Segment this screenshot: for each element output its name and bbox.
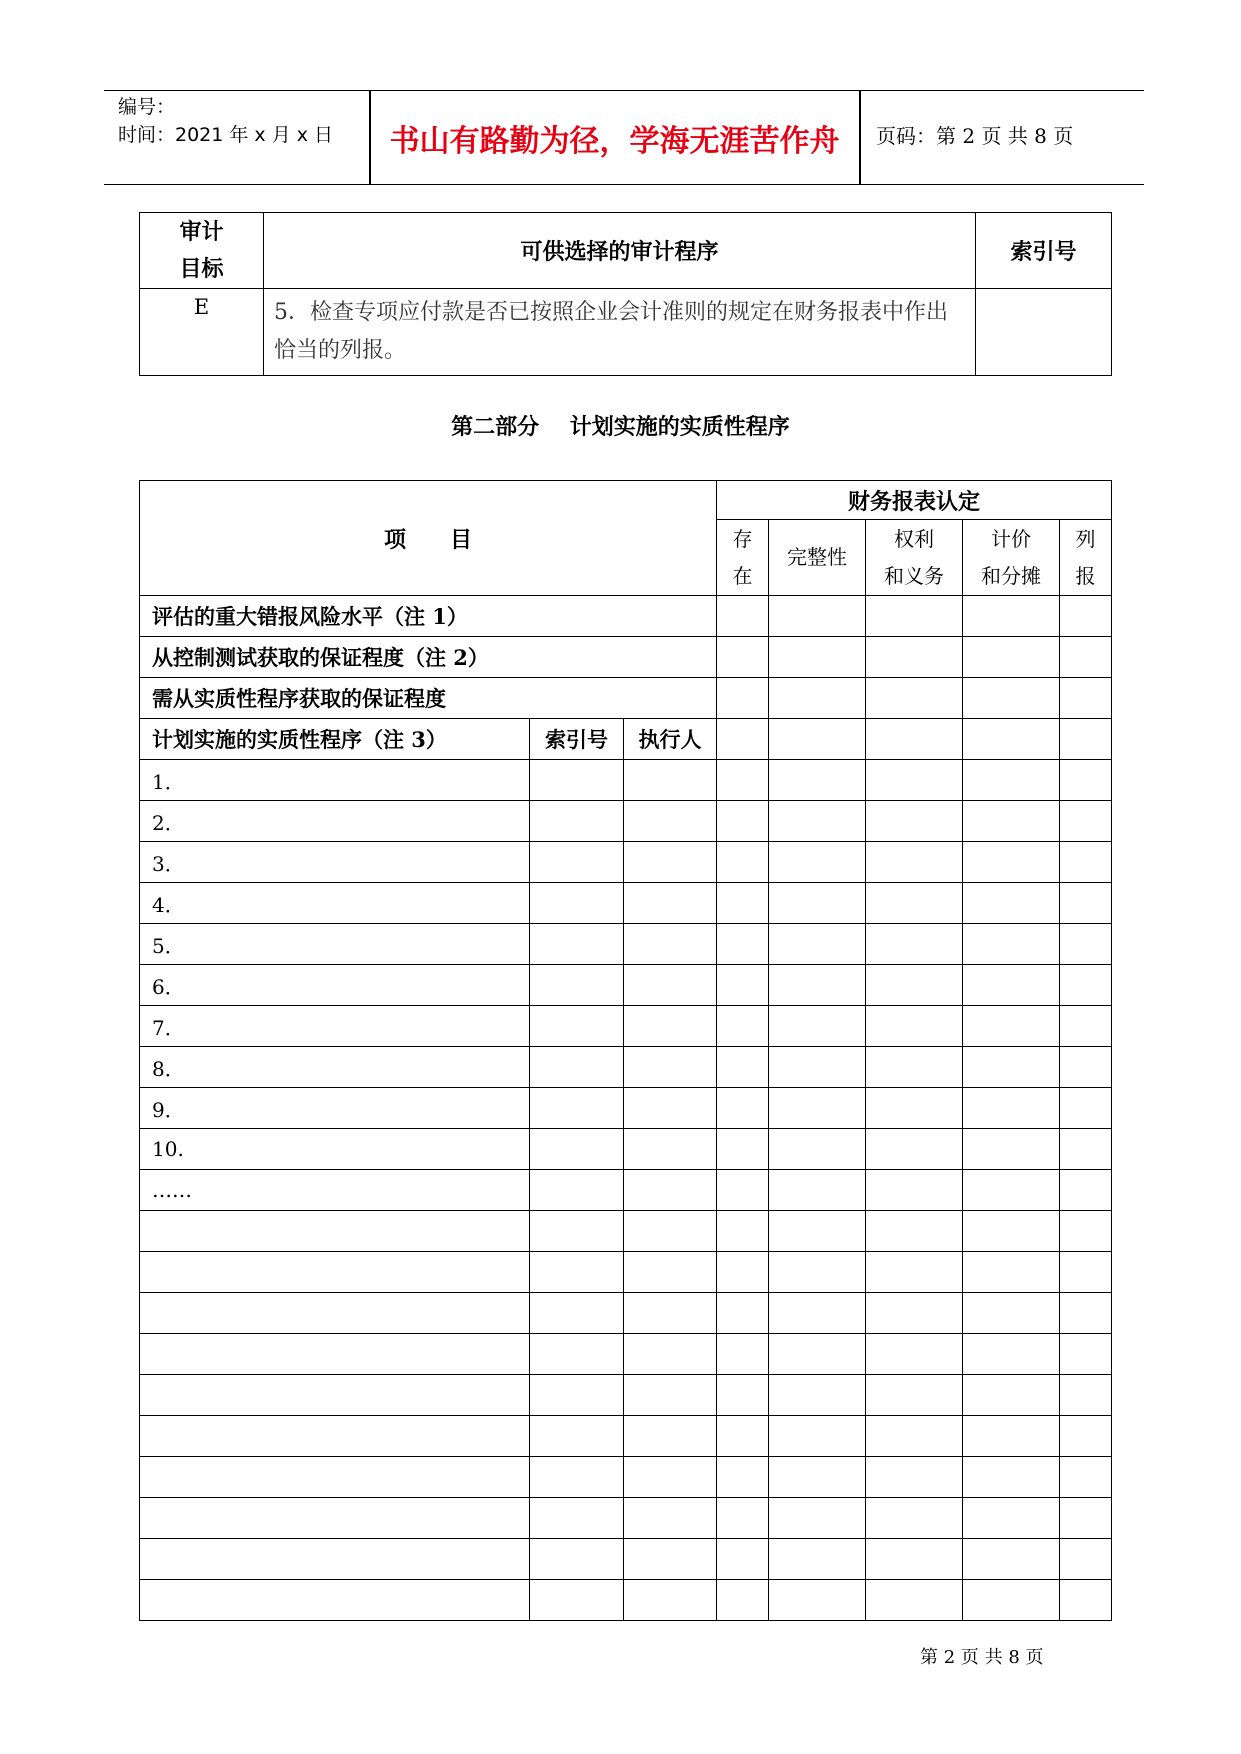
empty-cell (866, 1539, 963, 1580)
empty-cell (530, 1293, 624, 1334)
empty-cell (717, 883, 769, 924)
empty-cell (866, 1416, 963, 1457)
table-row (140, 1539, 1112, 1580)
empty-cell (530, 1375, 624, 1416)
empty-cell (1060, 1088, 1112, 1129)
table-row (140, 678, 1112, 719)
empty-cell (717, 924, 769, 965)
empty-cell (866, 1088, 963, 1129)
empty-cell (1060, 801, 1112, 842)
empty-cell (866, 1129, 963, 1170)
empty-cell (624, 1129, 717, 1170)
empty-cell (624, 1457, 717, 1498)
empty-cell (769, 1580, 866, 1621)
col-header-index: 索引号 (976, 213, 1112, 289)
empty-cell (717, 801, 769, 842)
header-meta (118, 91, 368, 184)
empty-cell (1060, 883, 1112, 924)
empty-cell (1060, 1498, 1112, 1539)
empty-cell (624, 883, 717, 924)
assertion-rights-obligations: 权利 和义务 (866, 520, 963, 596)
empty-cell (717, 1416, 769, 1457)
empty-cell (717, 1006, 769, 1047)
empty-cell (624, 801, 717, 842)
empty-cell (769, 1416, 866, 1457)
empty-cell (769, 1457, 866, 1498)
empty-cell (866, 1006, 963, 1047)
procedure-header: 计划实施的实质性程序（注 3） (140, 719, 530, 760)
empty-cell (769, 1088, 866, 1129)
empty-cell (963, 1047, 1060, 1088)
empty-cell (530, 1334, 624, 1375)
empty-cell (717, 1047, 769, 1088)
table-row (140, 1293, 1112, 1334)
col-header-procedures: 可供选择的审计程序 (264, 213, 976, 289)
assertions-header: 财务报表认定 (717, 481, 1112, 520)
empty-cell (963, 965, 1060, 1006)
empty-cell (866, 1334, 963, 1375)
empty-cell (866, 1457, 963, 1498)
table-row (140, 1457, 1112, 1498)
table-row (140, 1498, 1112, 1539)
table-row (140, 801, 1112, 842)
empty-cell (1060, 924, 1112, 965)
table-row (140, 596, 1112, 637)
empty-cell (1060, 1457, 1112, 1498)
empty-cell (1060, 842, 1112, 883)
empty-cell (866, 1293, 963, 1334)
empty-cell (963, 883, 1060, 924)
empty-cell (624, 842, 717, 883)
procedure-item (140, 1539, 530, 1580)
empty-cell (530, 1170, 624, 1211)
empty-cell (1060, 1416, 1112, 1457)
table-row (140, 1006, 1112, 1047)
procedure-item (140, 1580, 530, 1621)
empty-cell (769, 1129, 866, 1170)
table-row (140, 760, 1112, 801)
empty-cell (624, 1293, 717, 1334)
table-row (140, 1170, 1112, 1211)
substantive-procedures-table (139, 480, 1112, 1621)
empty-cell (1060, 1375, 1112, 1416)
page-footer: 第 2 页 共 8 页 (920, 1647, 1044, 1668)
empty-cell (963, 1457, 1060, 1498)
procedure-item: 3． (140, 842, 530, 883)
empty-cell (963, 1006, 1060, 1047)
empty-cell (963, 1580, 1060, 1621)
empty-cell (1060, 1334, 1112, 1375)
empty-cell (963, 924, 1060, 965)
procedure-item: 10. (140, 1129, 530, 1170)
table-row (140, 924, 1112, 965)
empty-cell (624, 1252, 717, 1293)
empty-cell (963, 1252, 1060, 1293)
procedure-item (140, 1334, 530, 1375)
empty-cell (530, 1580, 624, 1621)
empty-cell (866, 924, 963, 965)
empty-cell (624, 760, 717, 801)
table-row (140, 883, 1112, 924)
empty-cell (769, 1293, 866, 1334)
empty-cell (530, 1047, 624, 1088)
procedure-item (140, 1416, 530, 1457)
empty-cell (717, 1293, 769, 1334)
empty-cell (769, 801, 866, 842)
empty-cell (717, 965, 769, 1006)
empty-cell (530, 760, 624, 801)
row-target: E (140, 289, 264, 376)
empty-cell (530, 1539, 624, 1580)
procedure-item: 4． (140, 883, 530, 924)
assertion-valuation-allocation: 计价 和分摊 (963, 520, 1060, 596)
procedure-item (140, 1375, 530, 1416)
procedure-item: 7． (140, 1006, 530, 1047)
empty-cell (530, 1088, 624, 1129)
empty-cell (1060, 1211, 1112, 1252)
table-row (140, 1129, 1112, 1170)
procedure-item: 2． (140, 801, 530, 842)
empty-cell (717, 1252, 769, 1293)
empty-cell (717, 1129, 769, 1170)
empty-cell (624, 1006, 717, 1047)
empty-cell (866, 1211, 963, 1252)
table-row (140, 1088, 1112, 1129)
empty-cell (624, 1498, 717, 1539)
col-header-audit-target: 审计 目标 (140, 213, 264, 289)
empty-cell (530, 1498, 624, 1539)
empty-cell (717, 1498, 769, 1539)
empty-cell (624, 924, 717, 965)
empty-cell (769, 1539, 866, 1580)
audit-procedures-table (139, 212, 1112, 376)
empty-cell (866, 801, 963, 842)
empty-cell (963, 801, 1060, 842)
time-label: 时间：2021 年 x 月 x 日 (118, 124, 334, 146)
serial-label: 编号： (118, 96, 176, 118)
empty-cell (963, 1539, 1060, 1580)
empty-cell (717, 1170, 769, 1211)
empty-cell (530, 1006, 624, 1047)
empty-cell (866, 842, 963, 883)
page-header (104, 90, 1144, 185)
procedure-item (140, 1457, 530, 1498)
empty-cell (769, 1375, 866, 1416)
table-row (140, 1580, 1112, 1621)
empty-cell (717, 1457, 769, 1498)
empty-cell (530, 842, 624, 883)
empty-cell (866, 965, 963, 1006)
empty-cell (769, 883, 866, 924)
procedure-item: 1． (140, 760, 530, 801)
empty-cell (963, 1498, 1060, 1539)
table-row (140, 637, 1112, 678)
empty-cell (769, 924, 866, 965)
procedure-item (140, 1211, 530, 1252)
empty-cell (624, 1539, 717, 1580)
assertion-existence: 存 在 (717, 520, 769, 596)
table-row (140, 1375, 1112, 1416)
empty-cell (530, 883, 624, 924)
empty-cell (1060, 760, 1112, 801)
header-page-label: 页码：第 2 页 共 8 页 (876, 124, 1074, 148)
empty-cell (963, 760, 1060, 801)
table-row (140, 1047, 1112, 1088)
empty-cell (717, 760, 769, 801)
table-row (140, 1416, 1112, 1457)
substantive-assurance-label: 需从实质性程序获取的保证程度 (140, 678, 717, 719)
empty-cell (866, 1252, 963, 1293)
control-assurance-label: 从控制测试获取的保证程度（注 2） (140, 637, 717, 678)
procedure-item: …… (140, 1170, 530, 1211)
header-motto: 书山有路勤为径，学海无涯苦作舟 (389, 123, 840, 159)
empty-cell (963, 1088, 1060, 1129)
empty-cell (624, 1170, 717, 1211)
empty-cell (769, 1334, 866, 1375)
empty-cell (530, 1211, 624, 1252)
table-row (140, 965, 1112, 1006)
empty-cell (1060, 1252, 1112, 1293)
empty-cell (1060, 965, 1112, 1006)
empty-cell (769, 1006, 866, 1047)
empty-cell (530, 965, 624, 1006)
empty-cell (769, 1211, 866, 1252)
procedure-item: 6． (140, 965, 530, 1006)
empty-cell (717, 842, 769, 883)
empty-cell (866, 760, 963, 801)
empty-cell (624, 1088, 717, 1129)
empty-cell (963, 1334, 1060, 1375)
empty-cell (624, 965, 717, 1006)
procedure-item: 9． (140, 1088, 530, 1129)
empty-cell (624, 1047, 717, 1088)
empty-cell (866, 1580, 963, 1621)
header-divider (859, 91, 861, 184)
empty-cell (624, 1580, 717, 1621)
risk-level-label: 评估的重大错报风险水平（注 1） (140, 596, 717, 637)
empty-cell (963, 1375, 1060, 1416)
empty-cell (530, 1457, 624, 1498)
empty-cell (866, 1047, 963, 1088)
empty-cell (963, 1129, 1060, 1170)
empty-cell (866, 883, 963, 924)
empty-cell (1060, 1580, 1112, 1621)
empty-cell (624, 1375, 717, 1416)
empty-cell (769, 1252, 866, 1293)
empty-cell (963, 1416, 1060, 1457)
empty-cell (1060, 1170, 1112, 1211)
table-row (140, 719, 1112, 760)
empty-cell (866, 1498, 963, 1539)
empty-cell (866, 1375, 963, 1416)
index-header: 索引号 (530, 719, 624, 760)
empty-cell (530, 801, 624, 842)
procedure-item: 8． (140, 1047, 530, 1088)
table-row (140, 842, 1112, 883)
empty-cell (769, 965, 866, 1006)
empty-cell (769, 760, 866, 801)
row-procedure: 5．检查专项应付款是否已按照企业会计准则的规定在财务报表中作出恰当的列报。 (264, 289, 976, 376)
empty-cell (769, 1498, 866, 1539)
empty-cell (530, 924, 624, 965)
empty-cell (963, 1293, 1060, 1334)
empty-cell (624, 1211, 717, 1252)
row-index (976, 289, 1112, 376)
executor-header: 执行人 (624, 719, 717, 760)
procedure-item (140, 1293, 530, 1334)
empty-cell (530, 1129, 624, 1170)
item-header: 项 目 (140, 481, 717, 596)
empty-cell (1060, 1006, 1112, 1047)
empty-cell (717, 1375, 769, 1416)
empty-cell (1060, 1293, 1112, 1334)
empty-cell (963, 1211, 1060, 1252)
empty-cell (530, 1252, 624, 1293)
empty-cell (624, 1334, 717, 1375)
empty-cell (769, 1170, 866, 1211)
empty-cell (717, 1088, 769, 1129)
empty-cell (769, 1047, 866, 1088)
procedure-item (140, 1498, 530, 1539)
assertion-completeness: 完整性 (769, 520, 866, 596)
empty-cell (717, 1334, 769, 1375)
procedure-rows (140, 760, 1112, 1621)
table-row (140, 1334, 1112, 1375)
section-title: 第二部分 计划实施的实质性程序 (451, 414, 790, 440)
assertion-presentation: 列 报 (1060, 520, 1112, 596)
empty-cell (530, 1416, 624, 1457)
procedure-item: 5． (140, 924, 530, 965)
empty-cell (963, 1170, 1060, 1211)
empty-cell (624, 1416, 717, 1457)
table-row (140, 1211, 1112, 1252)
empty-cell (963, 842, 1060, 883)
empty-cell (1060, 1539, 1112, 1580)
empty-cell (717, 1580, 769, 1621)
empty-cell (866, 1170, 963, 1211)
empty-cell (717, 1211, 769, 1252)
table-row (140, 1252, 1112, 1293)
empty-cell (717, 1539, 769, 1580)
empty-cell (1060, 1129, 1112, 1170)
procedure-item (140, 1252, 530, 1293)
empty-cell (1060, 1047, 1112, 1088)
empty-cell (769, 842, 866, 883)
